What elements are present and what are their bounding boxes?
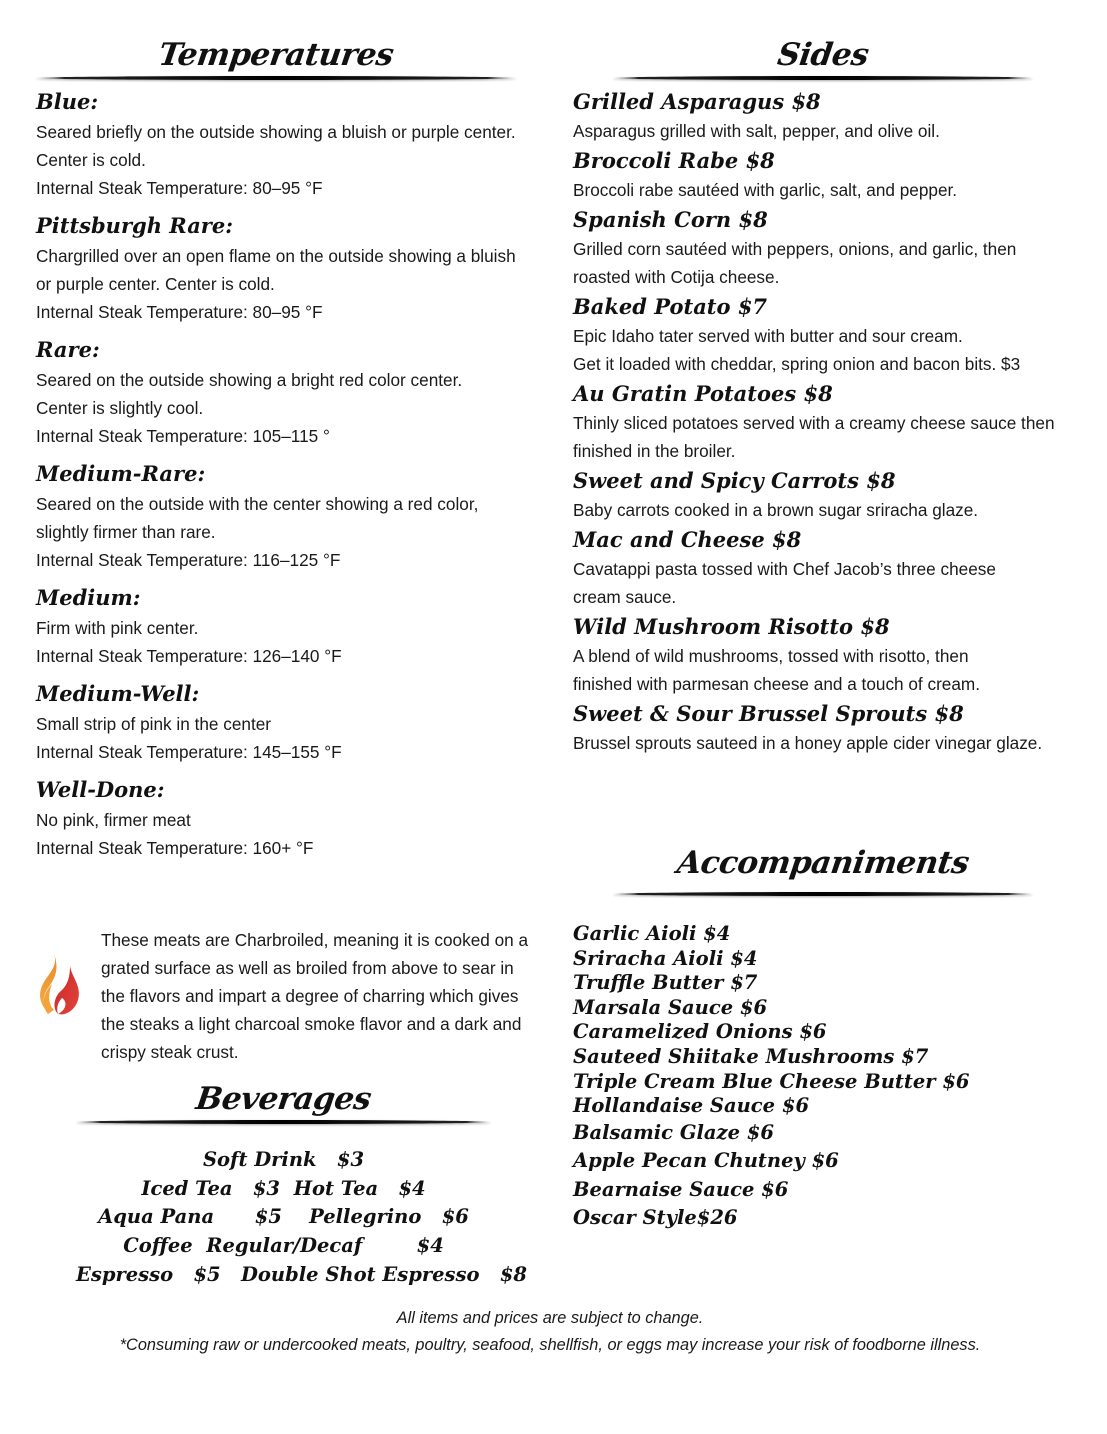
temperature-name: Medium-Well: — [36, 681, 200, 706]
sides-section — [573, 36, 1073, 757]
accompaniment-item: Truffle Butter $7 — [573, 971, 758, 995]
sides-divider — [613, 76, 1033, 80]
temperatures-list — [36, 86, 516, 862]
accompaniments-list — [573, 922, 1073, 1233]
beverages-heading: Beverages — [193, 1081, 374, 1117]
side-title: Broccoli Rabe $8 — [573, 148, 775, 173]
accompaniment-item: Oscar Style$26 — [573, 1206, 738, 1230]
temperatures-section — [36, 36, 516, 870]
beverages-section — [76, 1080, 528, 1290]
side-item-au-gratin-potatoes — [573, 378, 1073, 465]
side-title: Grilled Asparagus $8 — [573, 89, 821, 114]
temperature-name: Rare: — [36, 337, 100, 362]
side-description: Brussel sprouts sauteed in a honey apple cider vinegar glaze. — [573, 733, 1043, 753]
side-description: A blend of wild mushrooms, tossed with risotto, then finished with parmesan cheese and a touch of cream. — [573, 646, 981, 694]
side-title: Mac and Cheese $8 — [573, 527, 802, 552]
side-title: Spanish Corn $8 — [573, 207, 768, 232]
beverages-list — [76, 1146, 528, 1290]
side-item-baked-potato — [573, 291, 1073, 378]
temperature-description: Firm with pink center. — [36, 618, 199, 638]
side-item-grilled-asparagus — [573, 86, 1073, 145]
accompaniment-item: Triple Cream Blue Cheese Butter $6 — [573, 1069, 970, 1093]
accompaniment-item: Sriracha Aioli $4 — [573, 946, 758, 970]
side-description: Cavatappi pasta tossed with Chef Jacob’s three cheese cream sauce. — [573, 559, 996, 607]
accompaniment-item: Garlic Aioli $4 — [573, 922, 731, 945]
side-description: Baby carrots cooked in a brown sugar sriracha glaze. — [573, 500, 979, 520]
side-item-sweet-spicy-carrots — [573, 465, 1073, 524]
temperature-description: Seared on the outside showing a bright red color center. Center is slightly cool. — [36, 370, 463, 418]
temperature-value: Internal Steak Temperature: 80–95 °F — [36, 302, 323, 322]
beverage-line: Espresso $5 Double Shot Espresso $8 — [76, 1262, 528, 1286]
temperature-value: Internal Steak Temperature: 145–155 °F — [36, 742, 342, 762]
side-description: Grilled corn sautéed with peppers, onions, and garlic, then roasted with Cotija cheese. — [573, 239, 1017, 287]
side-description: Thinly sliced potatoes served with a creamy cheese sauce then finished in the broiler. — [573, 413, 1055, 461]
temperature-item-medium — [36, 582, 516, 670]
beverage-line: Soft Drink $3 — [202, 1148, 365, 1171]
accompaniments-heading: Accompaniments — [674, 845, 972, 881]
accompaniment-item: Hollandaise Sauce $6 — [573, 1094, 810, 1118]
accompaniments-section — [573, 844, 1073, 1233]
temperature-value: Internal Steak Temperature: 80–95 °F — [36, 178, 323, 198]
temperatures-divider — [36, 76, 516, 80]
charbroil-note — [28, 926, 528, 1066]
accompaniment-item: Apple Pecan Chutney $6 — [573, 1149, 839, 1173]
flame-icon — [28, 952, 84, 1018]
side-description: Asparagus grilled with salt, pepper, and olive oil. — [573, 121, 940, 141]
side-item-brussel-sprouts — [573, 698, 1073, 757]
beverage-line: Aqua Pana $5 Pellegrino $6 — [98, 1205, 469, 1229]
side-item-broccoli-rabe — [573, 145, 1073, 204]
temperature-value: Internal Steak Temperature: 160+ °F — [36, 838, 314, 858]
accompaniment-item: Balsamic Glaze $6 — [573, 1120, 774, 1144]
temperature-value: Internal Steak Temperature: 105–115 ° — [36, 426, 330, 446]
side-title: Sweet and Spicy Carrots $8 — [573, 468, 896, 493]
accompaniment-item: Marsala Sauce $6 — [573, 995, 768, 1019]
temperature-item-medium-rare — [36, 458, 516, 574]
temperature-name: Medium: — [36, 585, 141, 610]
sides-heading: Sides — [775, 37, 871, 73]
side-title: Sweet & Sour Brussel Sprouts $8 — [573, 701, 964, 726]
side-description: Broccoli rabe sautéed with garlic, salt, and pepper. — [573, 180, 958, 200]
accompaniment-item: Bearnaise Sauce $6 — [573, 1177, 789, 1201]
temperature-name: Blue: — [36, 89, 99, 114]
temperature-description: No pink, firmer meat — [36, 810, 191, 830]
side-item-spanish-corn — [573, 204, 1073, 291]
accompaniments-divider — [613, 892, 1033, 896]
side-item-mac-and-cheese — [573, 524, 1073, 611]
temperature-description: Seared on the outside with the center showing a red color, slightly firmer than rare. — [36, 494, 479, 542]
beverages-divider — [76, 1120, 491, 1124]
temperatures-heading: Temperatures — [156, 37, 396, 73]
side-title: Au Gratin Potatoes $8 — [573, 381, 833, 406]
side-item-wild-mushroom-risotto — [573, 611, 1073, 698]
temperature-item-medium-well — [36, 678, 516, 766]
side-description: Epic Idaho tater served with butter and sour cream. — [573, 326, 963, 346]
temperature-item-pittsburgh-rare — [36, 210, 516, 326]
temperature-item-well-done — [36, 774, 516, 862]
temperature-item-rare — [36, 334, 516, 450]
beverage-line: Iced Tea $3 Hot Tea $4 — [141, 1176, 426, 1200]
temperature-description: Small strip of pink in the center — [36, 714, 272, 734]
beverage-line: Coffee Regular/Decaf $4 — [123, 1234, 444, 1258]
temperature-name: Medium-Rare: — [36, 461, 206, 486]
charbroil-description: These meats are Charbroiled, meaning it is cooked on a grated surface as well as broiled from above to sear in the flavors and impart a degree of charring which gives the steaks a light charcoal smoke flavor and a dark and crispy steak crust. — [101, 930, 529, 1062]
temperature-value: Internal Steak Temperature: 116–125 °F — [36, 550, 341, 570]
sides-list — [573, 86, 1073, 757]
side-title: Wild Mushroom Risotto $8 — [573, 614, 890, 639]
accompaniment-item: Sauteed Shiitake Mushrooms $7 — [573, 1044, 929, 1068]
temperature-item-blue — [36, 86, 516, 202]
temperature-name: Well-Done: — [36, 777, 165, 802]
temperature-value: Internal Steak Temperature: 126–140 °F — [36, 646, 342, 666]
temperature-name: Pittsburgh Rare: — [36, 213, 233, 238]
side-title: Baked Potato $7 — [573, 294, 768, 319]
temperature-description: Chargrilled over an open flame on the outside showing a bluish or purple center. Center is cold. — [36, 246, 516, 294]
price-change-notice: All items and prices are subject to change. — [396, 1308, 704, 1327]
temperature-description: Seared briefly on the outside showing a bluish or purple center. Center is cold. — [36, 122, 516, 170]
consumer-advisory: *Consuming raw or undercooked meats, poultry, seafood, shellfish, or eggs may increase your risk of foodborne illness. — [119, 1335, 981, 1354]
accompaniment-item: Caramelized Onions $6 — [573, 1020, 827, 1044]
side-upgrade-option: Get it loaded with cheddar, spring onion and bacon bits. $3 — [573, 354, 1021, 374]
menu-footer — [0, 1304, 1100, 1358]
